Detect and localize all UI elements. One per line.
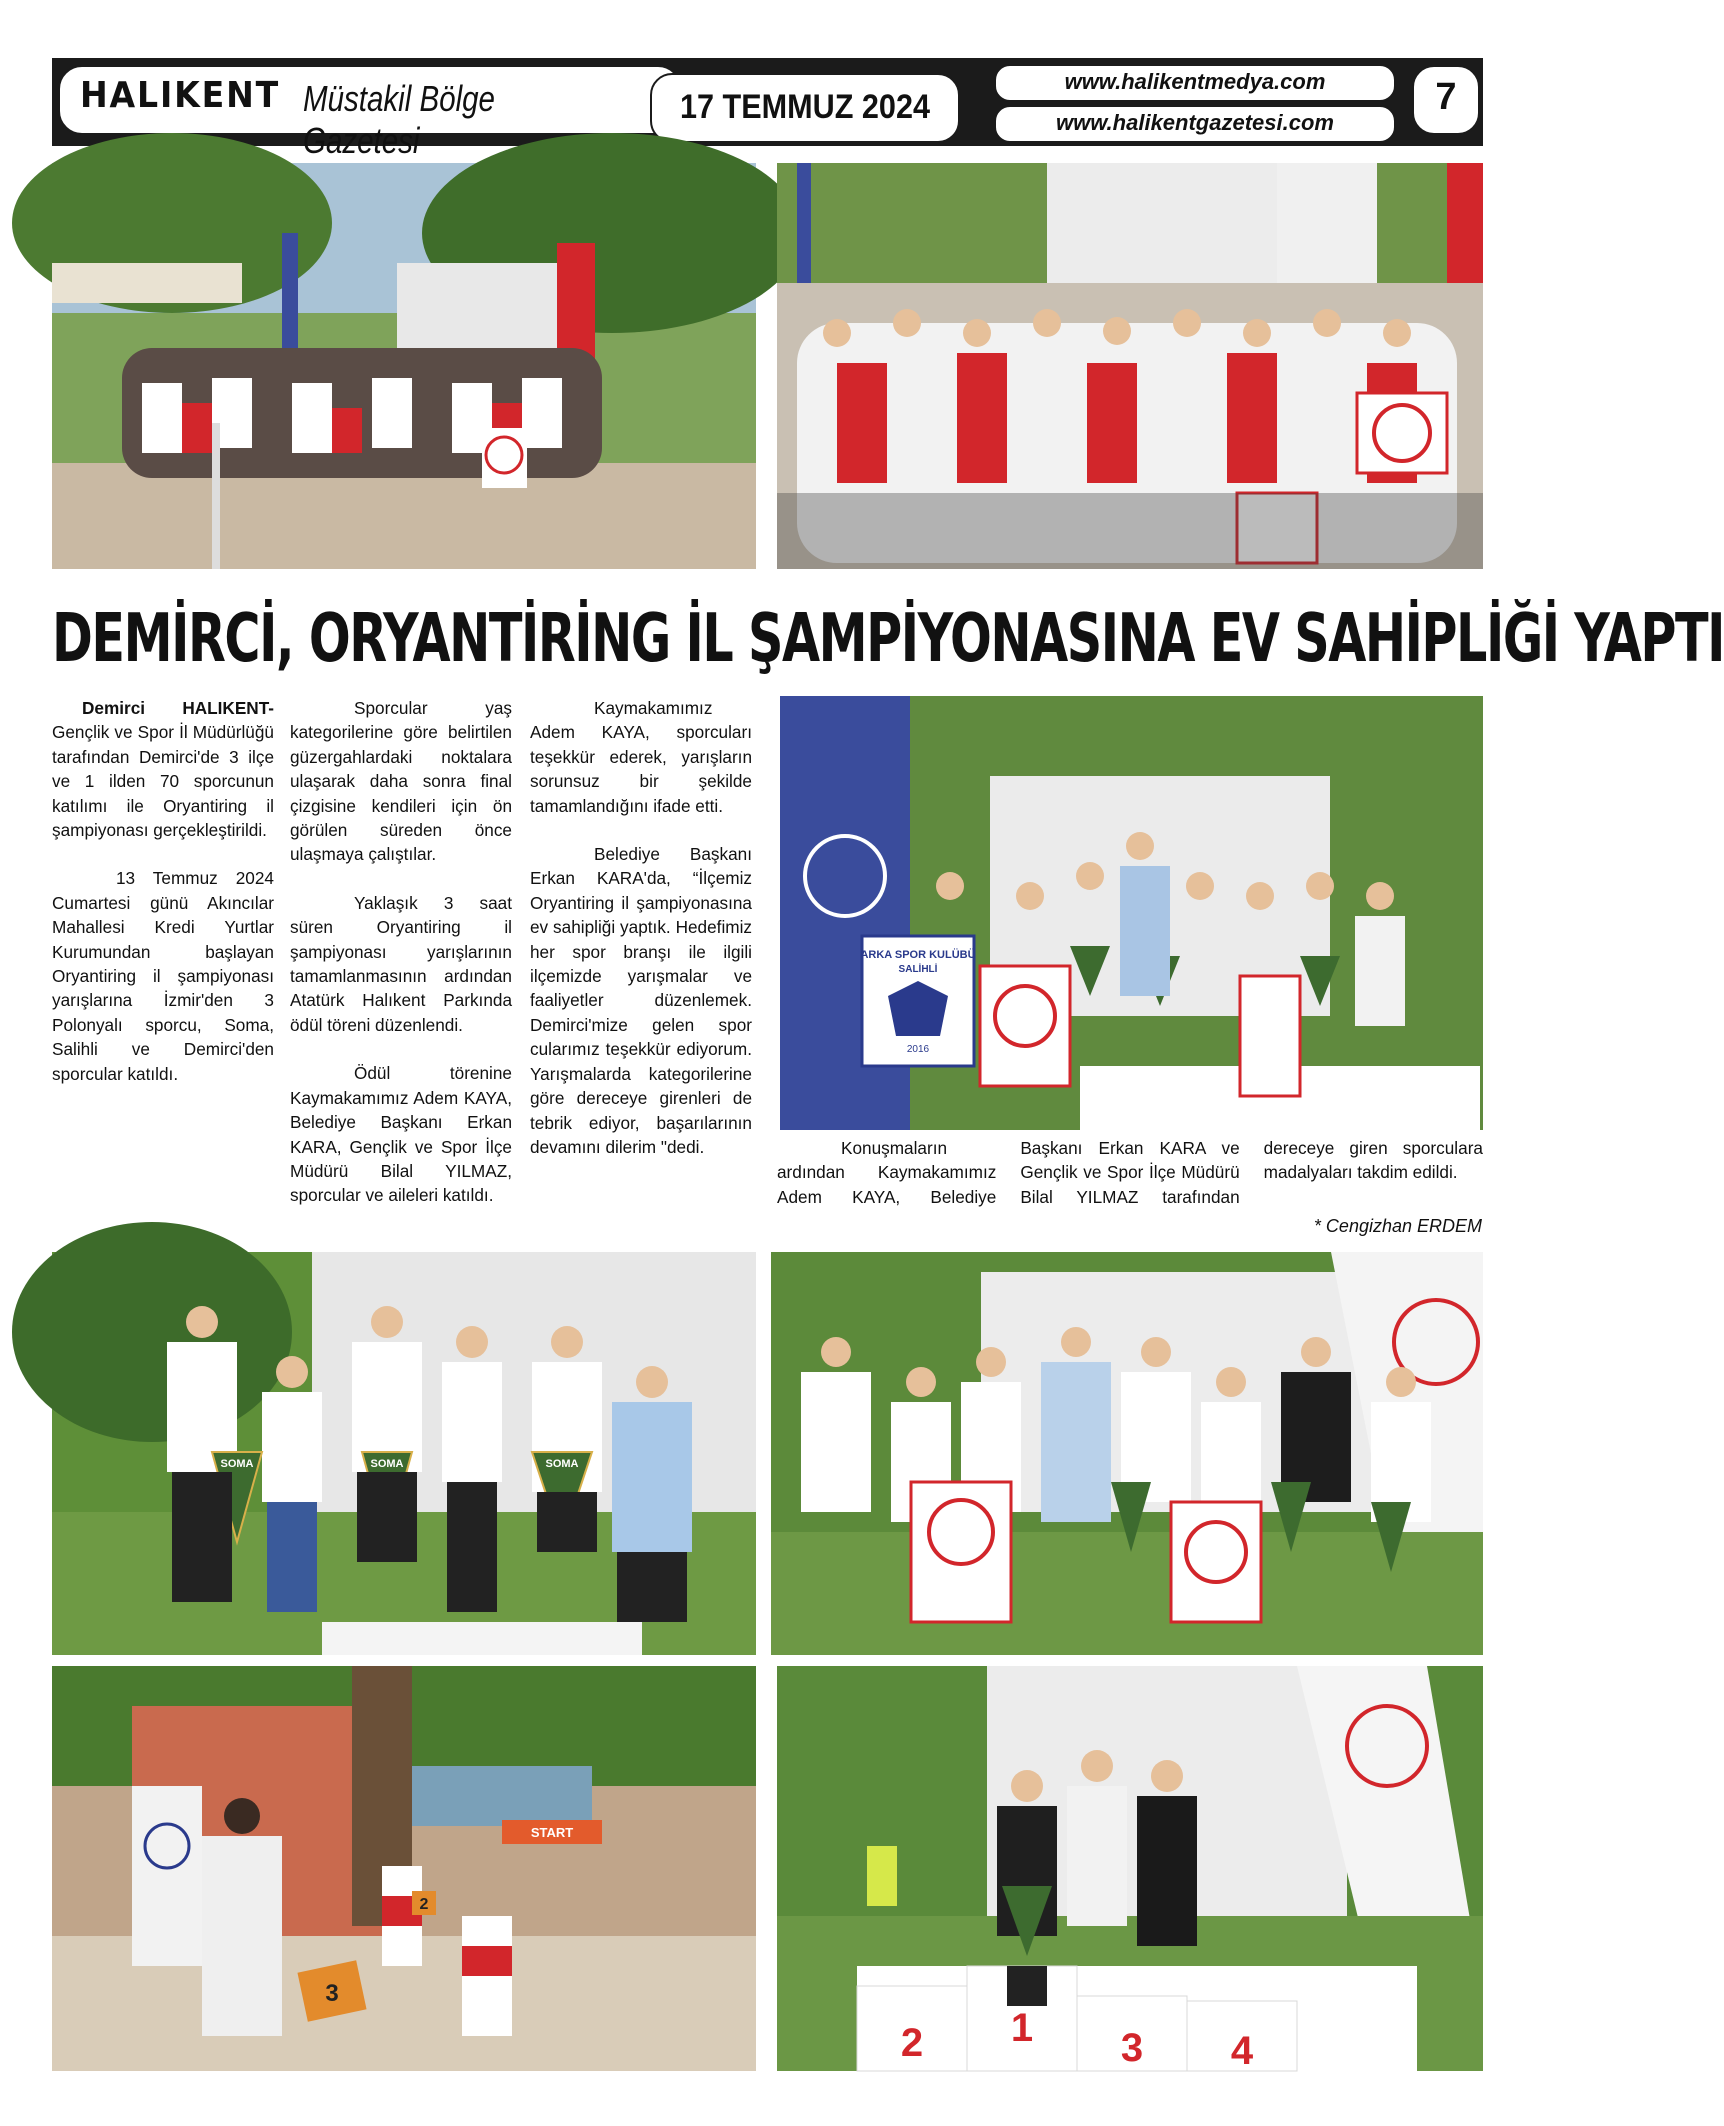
- photo-team-group-image: [777, 163, 1483, 569]
- article-column-2: [290, 696, 512, 1232]
- website-link-1[interactable]: www.halikentmedya.com: [1064, 69, 1326, 94]
- podium-step-2: 2: [900, 2021, 924, 2065]
- photo-award-ceremony-image: [780, 696, 1483, 1130]
- date-pill: [650, 73, 960, 143]
- article-author: * Cengizhan ERDEM: [1313, 1216, 1482, 1236]
- article-column-1: [52, 696, 274, 1110]
- article-paragraph: Ödül törenine Kaymakamımız Adem KAYA, Belediye Başkanı Erkan KARA, Gençlik ve Spor İlçe Müdürü Bilal YILMAZ, sporcular ve aileleri katıldı.: [290, 1063, 512, 1206]
- banner-year-text: 2016: [906, 1044, 930, 1055]
- website-pill-1[interactable]: [994, 64, 1396, 102]
- start-sign-text: START: [530, 1825, 574, 1840]
- article-headline-box: [52, 598, 1724, 678]
- podium-step-3: 3: [1120, 2026, 1144, 2070]
- pennant-city-2: SOMA: [370, 1458, 404, 1470]
- website-pill-2[interactable]: [994, 105, 1396, 143]
- article-paragraph: 13 Temmuz 2024 Cumartesi günü Akıncılar Mahallesi Kredi Yurtlar Kurumundan başlayan Oryantiring il şampiyonası yarışlarına İzmir'den 3 Polonyalı sporcu, Soma, Salihli ve Demirci'den sporcular katıldı.: [52, 868, 274, 1084]
- podium-step-4: 4: [1230, 2029, 1254, 2073]
- website-link-2[interactable]: www.halikentgazetesi.com: [1056, 110, 1334, 135]
- newspaper-slogan: Müstakil Bölge Gazetesi: [303, 78, 495, 161]
- photo-award-ceremony: [780, 696, 1483, 1130]
- photo-athletes-pennants-image: [52, 1252, 756, 1655]
- article-headline: DEMİRCİ, ORYANTİRİNG İL ŞAMPİYONASINA EV SAHİPLİĞİ YAPTI: [52, 599, 1724, 677]
- checkpoint-b: 2: [419, 1896, 429, 1913]
- page-number-pill: [1412, 65, 1480, 135]
- photo-podium-group-image: [771, 1252, 1483, 1655]
- pennant-city-3: SOMA: [545, 1458, 579, 1470]
- article-column-3: [530, 696, 752, 1183]
- photo-orienteering-start: [52, 1666, 756, 2071]
- newspaper-name: HALIKENT: [80, 75, 281, 116]
- photo-orienteering-start-image: [52, 1666, 756, 2071]
- banner-top-text: ARKA SPOR KULÜBÜ: [860, 949, 976, 961]
- brand-pill: [58, 65, 682, 161]
- article-paragraph: Belediye Başkanı Erkan KARA'da, “İlçemiz Oryantiring il şampiyonasına ev sahipliği yaptık. Hedefimiz her spor branşı ile ilgili ilçemizde yarışmalar ve faaliyetler düzenlemek. Demirci'mize gelen spor cularımız teşekkür ediyorum. Yarışmalarda kategorilerine göre dereceye girenleri de tebrik ediyor, başarılarının devamını dilerim "dedi.: [530, 844, 752, 1157]
- checkpoint-a: 3: [325, 1980, 339, 2007]
- pennant-city-1: SOMA: [220, 1458, 254, 1470]
- article-dateline: Demirci HALIKENT-: [82, 698, 274, 718]
- article-paragraph: Konuşmaların ardından Kaymakamımız Adem KAYA, Belediye Başkanı Erkan KARA ve Gençlik ve Spor İlçe Müdürü Bilal YILMAZ tarafından dereceye giren sporculara madalyaları takdim edildi.: [777, 1138, 1483, 1207]
- photo-group-park-image: [52, 163, 756, 569]
- article-paragraph: Demirci HALIKENT- Gençlik ve Spor İl Müdürlüğü tarafından Demirci'de 3 ilçe ve 1 ilden 70 sporcunun katılımı ile Oryantiring il şampiyonası gerçekleştirildi.: [52, 698, 274, 841]
- article-paragraph: Kaymakamımız Adem KAYA, sporcuları teşekkür ederek, yarışların sorunsuz bir şekilde tamamlandığını ifade etti.: [530, 698, 752, 816]
- article-paragraph: Sporcular yaş kategorilerine göre belirtilen güzergahlardaki noktalara ulaşarak daha sonra final çizgisine kendileri için ön görülen süreden önce ulaşmaya çalıştılar.: [290, 698, 512, 865]
- photo-group-park: [52, 163, 756, 569]
- masthead: [52, 58, 1483, 161]
- photo-podium-numbers: [777, 1666, 1483, 2071]
- page-number: 7: [1435, 76, 1457, 118]
- photo-podium-numbers-image: [777, 1666, 1483, 2071]
- podium-step-1: 1: [1010, 2006, 1034, 2050]
- issue-date: 17 TEMMUZ 2024: [679, 88, 930, 126]
- article-paragraph: Yaklaşık 3 saat süren Oryantiring il şampiyonası yarışlarının tamamlanmasının ardından Atatürk Halıkent Parkında ödül töreni düzenlendi.: [290, 892, 512, 1035]
- banner-bottom-text: SALİHLİ: [898, 964, 938, 975]
- article-column-4: [777, 1136, 1483, 1209]
- photo-athletes-pennants: [52, 1252, 756, 1655]
- photo-team-group: [777, 163, 1483, 569]
- photo-podium-group: [771, 1252, 1483, 1655]
